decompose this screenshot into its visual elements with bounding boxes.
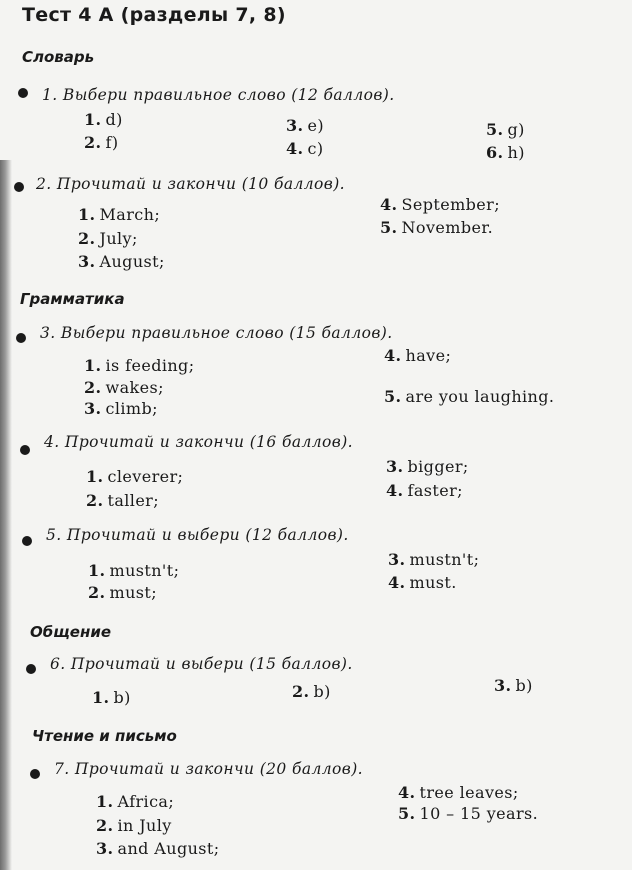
answer-text: c) bbox=[307, 139, 324, 158]
task-5-answer-3 bbox=[388, 550, 479, 569]
task-7-heading: 7. Прочитай и закончи (20 баллов). bbox=[54, 760, 363, 778]
answer-text: have; bbox=[405, 346, 452, 365]
answer-number: 1. bbox=[86, 467, 104, 486]
answer-number: 3. bbox=[96, 839, 114, 858]
answer-number: 3. bbox=[78, 252, 96, 271]
answer-text: November. bbox=[401, 218, 494, 237]
answer-text: is feeding; bbox=[105, 356, 195, 375]
answer-text: mustn't; bbox=[109, 561, 180, 580]
task-1-answer-3 bbox=[286, 116, 324, 135]
task-4-heading: 4. Прочитай и закончи (16 баллов). bbox=[44, 433, 353, 451]
task-6-answer-2 bbox=[292, 682, 331, 701]
task-2-answer-3 bbox=[78, 252, 165, 271]
answer-number: 3. bbox=[494, 676, 512, 695]
task-7-answer-5 bbox=[398, 804, 538, 823]
answer-text: July; bbox=[99, 229, 138, 248]
answer-text: bigger; bbox=[407, 457, 469, 476]
answer-number: 1. bbox=[92, 688, 110, 707]
answer-text: h) bbox=[507, 143, 525, 162]
answer-number: 5. bbox=[384, 387, 402, 406]
task-1-answer-6 bbox=[486, 143, 525, 162]
answer-number: 3. bbox=[388, 550, 406, 569]
task-1-bullet bbox=[18, 88, 28, 98]
answer-text: b) bbox=[113, 688, 131, 707]
answer-number: 4. bbox=[388, 573, 406, 592]
answer-number: 2. bbox=[84, 378, 102, 397]
answer-text: taller; bbox=[107, 491, 160, 510]
answer-number: 4. bbox=[398, 783, 416, 802]
answer-text: March; bbox=[99, 205, 161, 224]
answer-number: 2. bbox=[78, 229, 96, 248]
task-5-heading: 5. Прочитай и выбери (12 баллов). bbox=[46, 526, 349, 544]
task-3-answer-3 bbox=[84, 399, 158, 418]
scan-edge-shadow bbox=[0, 160, 12, 870]
task-5-answer-1 bbox=[88, 561, 179, 580]
task-3-answer-5 bbox=[384, 387, 554, 406]
answer-number: 4. bbox=[286, 139, 304, 158]
answer-number: 1. bbox=[78, 205, 96, 224]
answer-number: 4. bbox=[386, 481, 404, 500]
answer-text: g) bbox=[507, 120, 525, 139]
task-3-bullet bbox=[16, 333, 26, 343]
task-4-answer-3 bbox=[386, 457, 469, 476]
answer-text: cleverer; bbox=[107, 467, 184, 486]
answer-text: d) bbox=[105, 110, 123, 129]
task-6-heading: 6. Прочитай и выбери (15 баллов). bbox=[50, 655, 353, 673]
task-1-answer-2 bbox=[84, 133, 118, 152]
page-title: Тест 4 А (разделы 7, 8) bbox=[22, 4, 286, 26]
answer-number: 3. bbox=[386, 457, 404, 476]
task-2-answer-5 bbox=[380, 218, 493, 237]
task-5-answer-2 bbox=[88, 583, 157, 602]
task-6-answer-3 bbox=[494, 676, 533, 695]
task-2-answer-1 bbox=[78, 205, 160, 224]
task-5-bullet bbox=[22, 536, 32, 546]
answer-text: must. bbox=[409, 573, 457, 592]
task-4-answer-2 bbox=[86, 491, 159, 510]
answer-number: 3. bbox=[286, 116, 304, 135]
task-2-answer-4 bbox=[380, 195, 500, 214]
answer-number: 1. bbox=[88, 561, 106, 580]
task-1-answer-4 bbox=[286, 139, 324, 158]
task-7-answer-1 bbox=[96, 792, 174, 811]
task-4-bullet bbox=[20, 445, 30, 455]
section-communication: Общение bbox=[30, 623, 112, 641]
answer-text: climb; bbox=[105, 399, 158, 418]
answer-number: 2. bbox=[96, 816, 114, 835]
task-6-answer-1 bbox=[92, 688, 131, 707]
task-1-answer-5 bbox=[486, 120, 525, 139]
answer-text: faster; bbox=[407, 481, 463, 500]
answer-text: b) bbox=[313, 682, 331, 701]
task-1-heading: 1. Выбери правильное слово (12 баллов). bbox=[42, 86, 395, 104]
answer-number: 1. bbox=[84, 356, 102, 375]
section-vocabulary: Словарь bbox=[22, 48, 95, 66]
answer-text: and August; bbox=[117, 839, 220, 858]
answer-text: mustn't; bbox=[409, 550, 480, 569]
answer-number: 6. bbox=[486, 143, 504, 162]
task-5-answer-4 bbox=[388, 573, 457, 592]
answer-text: tree leaves; bbox=[419, 783, 519, 802]
answer-number: 1. bbox=[96, 792, 114, 811]
task-2-heading: 2. Прочитай и закончи (10 баллов). bbox=[36, 175, 345, 193]
task-7-bullet bbox=[30, 769, 40, 779]
task-2-bullet bbox=[14, 182, 24, 192]
task-3-answer-2 bbox=[84, 378, 164, 397]
task-7-answer-2 bbox=[96, 816, 172, 835]
answer-number: 2. bbox=[88, 583, 106, 602]
task-4-answer-4 bbox=[386, 481, 463, 500]
answer-number: 5. bbox=[380, 218, 398, 237]
answer-text: are you laughing. bbox=[405, 387, 555, 406]
task-3-answer-1 bbox=[84, 356, 195, 375]
section-grammar: Грамматика bbox=[20, 290, 125, 308]
answer-text: must; bbox=[109, 583, 158, 602]
answer-text: e) bbox=[307, 116, 325, 135]
answer-text: wakes; bbox=[105, 378, 164, 397]
answer-number: 5. bbox=[398, 804, 416, 823]
answer-text: August; bbox=[99, 252, 165, 271]
answer-text: b) bbox=[515, 676, 533, 695]
answer-text: Africa; bbox=[117, 792, 175, 811]
answer-number: 5. bbox=[486, 120, 504, 139]
task-4-answer-1 bbox=[86, 467, 183, 486]
task-2-answer-2 bbox=[78, 229, 138, 248]
answer-number: 2. bbox=[292, 682, 310, 701]
answer-number: 3. bbox=[84, 399, 102, 418]
task-1-answer-1 bbox=[84, 110, 123, 129]
answer-text: 10 – 15 years. bbox=[419, 804, 539, 823]
task-7-answer-4 bbox=[398, 783, 519, 802]
answer-number: 2. bbox=[84, 133, 102, 152]
answer-number: 4. bbox=[380, 195, 398, 214]
answer-number: 4. bbox=[384, 346, 402, 365]
answer-number: 2. bbox=[86, 491, 104, 510]
task-3-heading: 3. Выбери правильное слово (15 баллов). bbox=[40, 324, 393, 342]
answer-text: in July bbox=[117, 816, 172, 835]
task-6-bullet bbox=[26, 664, 36, 674]
task-7-answer-3 bbox=[96, 839, 220, 858]
section-reading-writing: Чтение и письмо bbox=[32, 727, 177, 745]
answer-text: f) bbox=[105, 133, 119, 152]
answer-text: September; bbox=[401, 195, 501, 214]
task-3-answer-4 bbox=[384, 346, 451, 365]
answer-number: 1. bbox=[84, 110, 102, 129]
